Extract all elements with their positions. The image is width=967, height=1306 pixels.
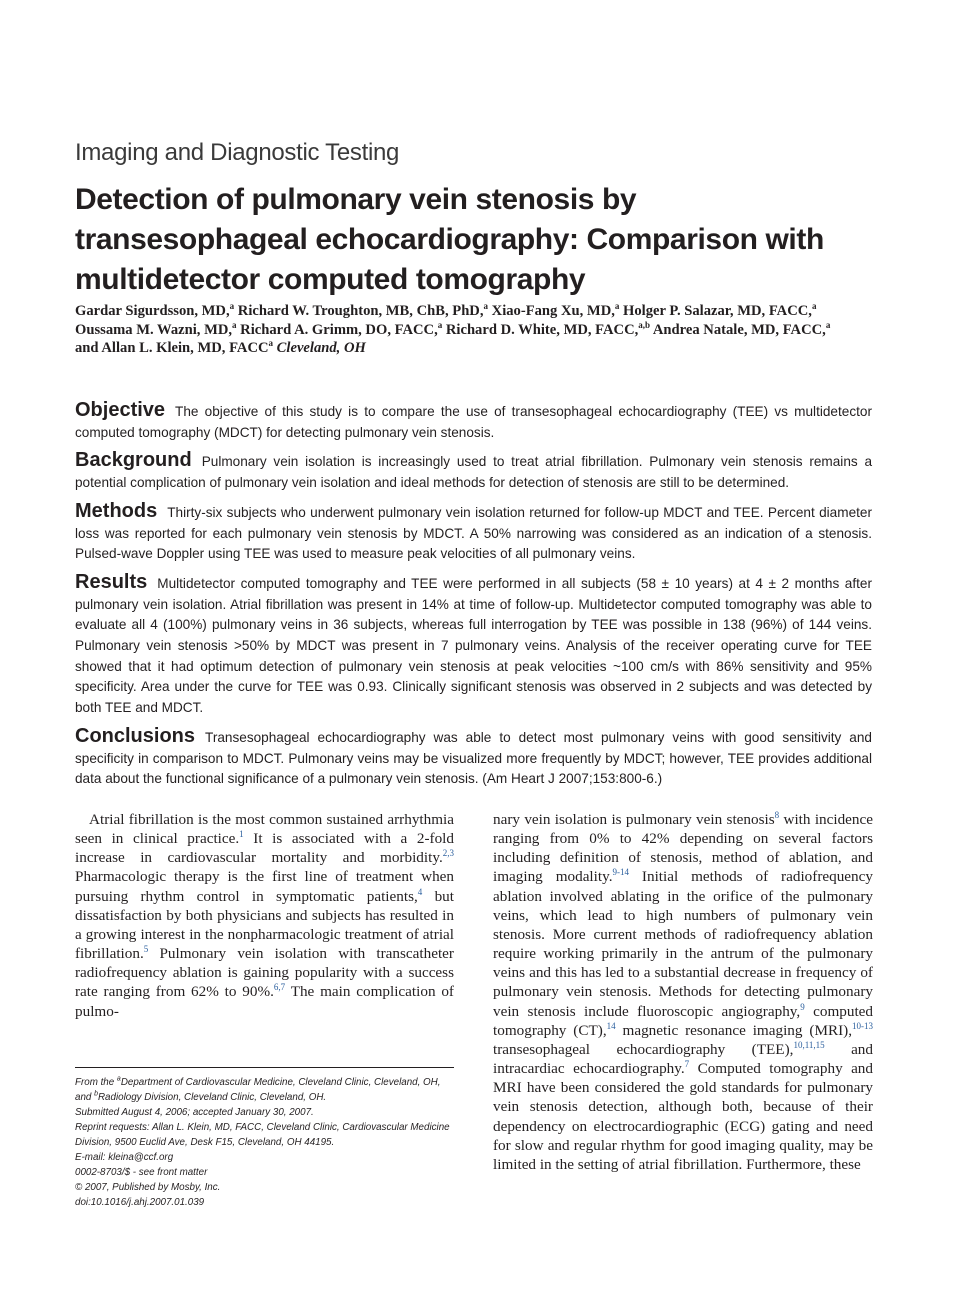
abstract-heading: Results xyxy=(75,570,148,593)
abstract xyxy=(75,400,872,797)
affiliation-note xyxy=(75,1075,454,1105)
reference-link[interactable]: 2,3 xyxy=(442,848,454,859)
author-name: Oussama M. Wazni, MD, xyxy=(75,321,233,338)
affiliation-mark: a xyxy=(116,1075,121,1083)
body-column-left xyxy=(75,810,454,1021)
body-paragraph xyxy=(493,810,873,1174)
article-title: Detection of pulmonary vein stenosis by transesophageal echocardiography: Comparison with multidetector computed tomography xyxy=(75,183,824,296)
author-name: Andrea Natale, MD, FACC, xyxy=(650,321,826,338)
abstract-heading: Background xyxy=(75,449,192,472)
body-text: Computed tomography and MRI have been considered the gold standards for pulmonary vein stenosis detection, although both, because of their dependency on electrocardiographic (ECG) gating and need for slow and regular rhythm for good imaging quality, may be limited in the setting of atrial fibrillation. Furthermore, these xyxy=(493,1060,873,1173)
reference-link[interactable]: 10,11,15 xyxy=(793,1039,825,1050)
body-text: Initial methods of radiofrequency ablation involved ablating in the orifice of the pulmonary veins, which lead to high numbers of pulmonary vein stenosis. More current methods of radiofrequency ablation require working primarily in the antrum of the pulmonary veins and this has led to a substantial decrease in frequency of pulmonary vein stenosis. Methods for detecting pulmonary vein stenosis include fluoroscopic angiography, xyxy=(493,868,873,1020)
copyright-note: © 2007, Published by Mosby, Inc. xyxy=(75,1182,221,1193)
contact-email[interactable]: E-mail: kleina@ccf.org xyxy=(75,1152,174,1163)
body-paragraph xyxy=(75,810,454,1021)
reprint-requests: Reprint requests: Allan L. Klein, MD, FACC, Cleveland Clinic, Cardiovascular Medicine Division, 9500 Euclid Ave, Desk F15, Cleveland, OH 44195. xyxy=(75,1122,450,1148)
body-text: magnetic resonance imaging (MRI), xyxy=(615,1021,852,1039)
abstract-background xyxy=(75,450,872,493)
author-name: and Allan L. Klein, MD, FACC xyxy=(75,340,269,356)
body-text: and intracardiac echocardiography. xyxy=(493,1040,873,1078)
abstract-text: Pulmonary vein isolation is increasingly used to treat atrial fibrillation. Pulmonary vein stenosis remains a potential complication of pulmonary vein isolation and ideal methods for detection of stenosis are still to be determined. xyxy=(75,454,872,491)
abstract-objective xyxy=(75,400,872,443)
affiliation-mark: a,b xyxy=(638,319,651,330)
affiliation-mark: a xyxy=(229,301,235,312)
author-name: Holger P. Salazar, MD, FACC, xyxy=(619,303,812,319)
reference-link[interactable]: 14 xyxy=(606,1020,616,1031)
abstract-results xyxy=(75,572,872,719)
body-text: The main complication of pulmo- xyxy=(75,983,454,1020)
section-label: Imaging and Diagnostic Testing xyxy=(75,139,400,166)
author-name: Xiao-Fang Xu, MD, xyxy=(488,303,615,319)
affiliation-mark: b xyxy=(94,1090,98,1098)
abstract-heading: Conclusions xyxy=(75,724,196,747)
author-name: Gardar Sigurdsson, MD, xyxy=(75,303,230,319)
affiliation-mark: a xyxy=(437,319,443,330)
author-list xyxy=(75,302,875,358)
affiliation-mark: a xyxy=(268,338,274,349)
reference-link[interactable]: 8 xyxy=(774,809,780,820)
body-text: nary vein isolation is pulmonary vein stenosis xyxy=(493,811,775,828)
footnote-text: Department of Cardiovascular Medicine, Cleveland Clinic, Cleveland, OH, and xyxy=(75,1077,441,1103)
footnote-text: From the xyxy=(75,1077,117,1088)
abstract-text: Multidetector computed tomography and TEE were performed in all subjects (58 ± 10 years) at 4 ± 2 months after pulmonary vein isolation. Atrial fibrillation was present in 14% at time of follow-up. Multidetector computed tomography was able to evaluate all 4 (100%) pulmonary veins in 36 subjects, whereas full interrogation by TEE was possible in 138 (96%) of 144 veins. Pulmonary vein stenosis >50% by MDCT was present in 7 pulmonary veins. Analysis of the receiver operating curve for TEE showed that it had optimum detection of pulmonary vein stenosis at peak velocities ~100 cm/s with 86% sensitivity and 95% specificity. Area under the curve for TEE was 0.93. Clinically significant stenosis was observed in 2 subjects and was detected by both TEE and MDCT. xyxy=(75,575,872,716)
abstract-text: The objective of this study is to compare the use of transesophageal echocardiography (TEE) vs multidetector computed tomography (MDCT) for detecting pulmonary vein stenosis. xyxy=(75,404,872,440)
abstract-heading: Methods xyxy=(75,499,158,522)
footnote-divider xyxy=(75,1067,454,1068)
abstract-text: Transesophageal echocardiography was able to detect most pulmonary veins with good sensitivity and specificity in comparison to MDCT. Pulmonary veins may be visualized more frequently by MDCT; however, TEE provides additional data about the functional significance of a pulmonary vein stenosis. (Am Heart J 2007;153:800-6.) xyxy=(75,729,872,787)
body-text: Atrial fibrillation is the most common sustained arrhythmia seen in clinical practice. xyxy=(75,811,454,848)
affiliation-mark: a xyxy=(825,319,831,330)
submission-dates: Submitted August 4, 2006; accepted January 30, 2007. xyxy=(75,1107,314,1118)
affiliation-mark: a xyxy=(483,301,488,312)
author-location: Cleveland, OH xyxy=(273,340,366,356)
reference-link[interactable]: 9 xyxy=(800,1001,805,1012)
author-name: Richard W. Troughton, MB, ChB, PhD, xyxy=(234,303,484,319)
abstract-methods xyxy=(75,501,872,565)
reference-link[interactable]: 9-14 xyxy=(612,867,629,878)
doi-link[interactable]: doi:10.1016/j.ahj.2007.01.039 xyxy=(75,1197,205,1208)
footnotes xyxy=(75,1075,454,1210)
reference-link[interactable]: 10-13 xyxy=(852,1020,873,1031)
body-text: but dissatisfaction by both physicians and subjects has resulted in a growing interest in the nonpharmacologic treatment of atrial fibrillation. xyxy=(75,887,454,963)
author-name: Richard A. Grimm, DO, FACC, xyxy=(236,321,438,338)
affiliation-mark: a xyxy=(811,301,817,312)
reference-link[interactable]: 4 xyxy=(417,886,423,897)
footnote-text: Radiology Division, Cleveland Clinic, Cleveland, OH. xyxy=(97,1092,327,1103)
body-column-right xyxy=(493,810,873,1174)
affiliation-mark: a xyxy=(614,301,620,312)
abstract-text: Thirty-six subjects who underwent pulmonary vein isolation returned for follow-up MDCT and TEE. Percent diameter loss was reported for each pulmonary vein stenosis by MDCT. A 50% narrowing was considered as an indication of a stenosis. Pulsed-wave Doppler using TEE was used to measure peak velocities of all pulmonary veins. xyxy=(75,504,872,562)
body-text: It is associated with a 2-fold increase in cardiovascular mortality and morbidity. xyxy=(75,830,454,867)
author-name: Richard D. White, MD, FACC, xyxy=(442,321,639,338)
abstract-heading: Objective xyxy=(75,399,166,421)
body-text: Pulmonary vein isolation with transcatheter radiofrequency ablation is gaining popularity with a success rate ranging from 62% to 90%. xyxy=(75,945,454,1001)
reference-link[interactable]: 5 xyxy=(143,944,149,955)
issn-note: 0002-8703/$ - see front matter xyxy=(75,1167,208,1178)
body-text: Pharmacologic therapy is the first line of treatment when pursuing rhythm control in symptomatic patients, xyxy=(75,868,454,905)
reference-link[interactable]: 6,7 xyxy=(273,982,286,993)
reference-link[interactable]: 7 xyxy=(684,1058,690,1069)
body-text: computed tomography (CT), xyxy=(493,1002,873,1039)
affiliation-mark: a xyxy=(232,319,237,330)
body-text: transesophageal echocardiography (TEE), xyxy=(493,1040,794,1058)
reference-link[interactable]: 1 xyxy=(239,829,244,840)
body-text: with incidence ranging from 0% to 42% depending on several factors including definition of stenosis, method of ablation, and imaging modality. xyxy=(493,811,873,886)
article-page xyxy=(75,0,872,1306)
abstract-conclusions xyxy=(75,726,872,790)
